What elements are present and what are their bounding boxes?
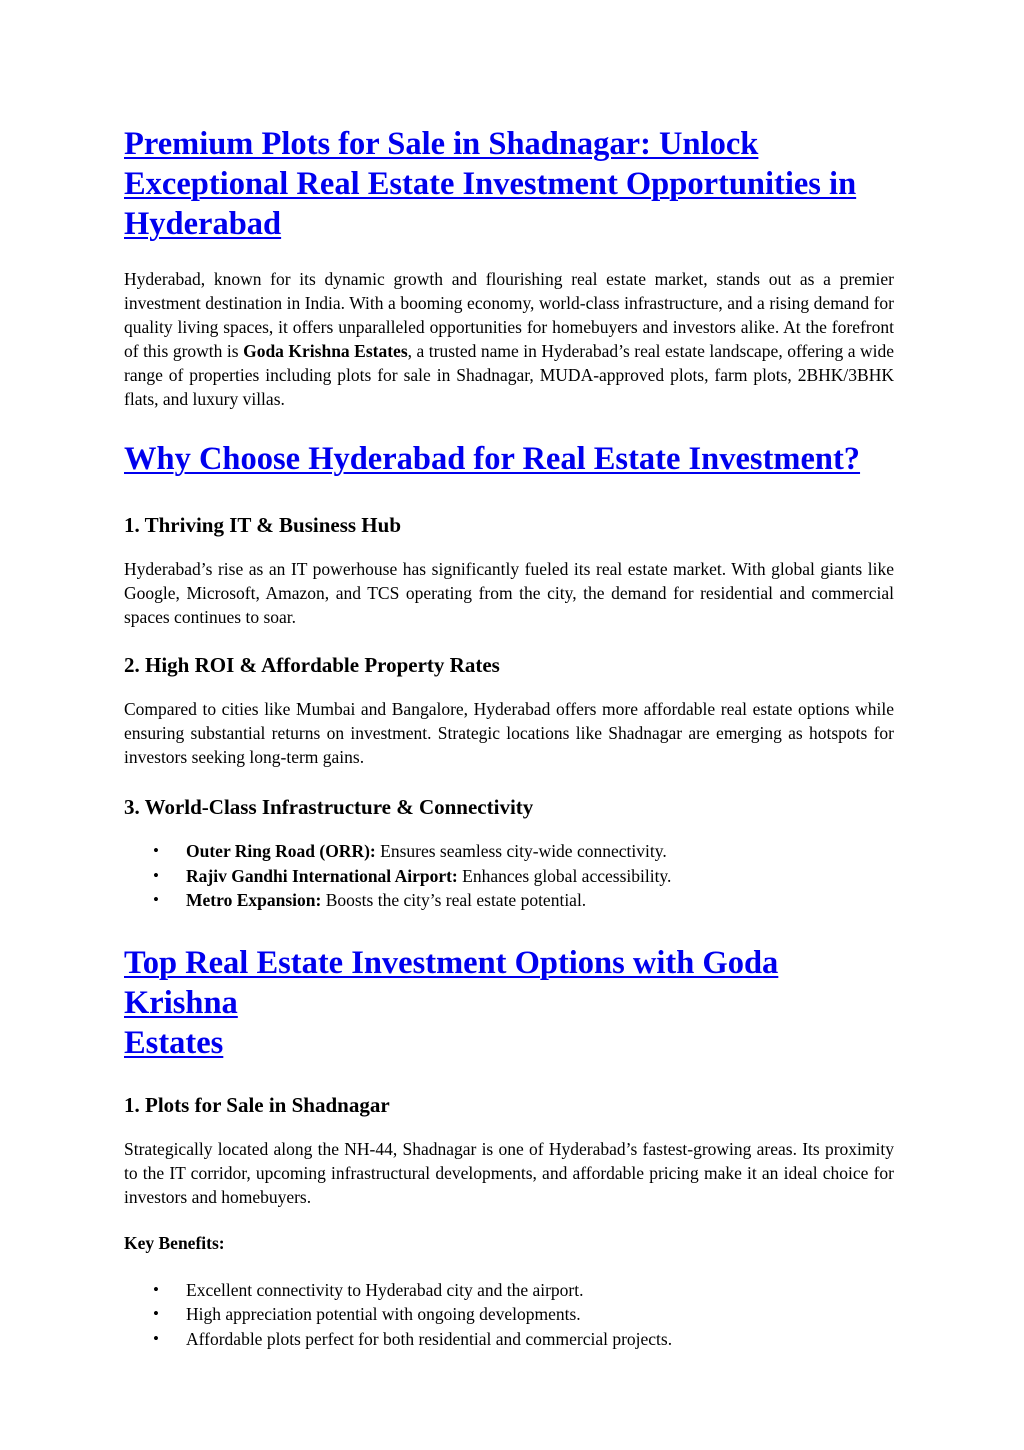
subheading-it-hub: 1. Thriving IT & Business Hub: [124, 513, 401, 537]
list-item-text: Boosts the city’s real estate potential.: [321, 890, 587, 910]
bullet-icon: •: [153, 1279, 159, 1299]
list-item-text: High appreciation potential with ongoing developments.: [186, 1304, 581, 1324]
intro-paragraph: [124, 267, 894, 411]
document-page: [124, 124, 894, 1351]
bullet-icon: •: [153, 841, 159, 860]
paragraph-it-hub: Hyderabad’s rise as an IT powerhouse has significantly fueled its real estate market. With global giants like Google, Microsoft, Amazon, and TCS operating from the city, the demand for residential and commercial spaces continues to soar.: [124, 559, 894, 627]
title-line-3: Hyderabad: [124, 206, 282, 242]
list-item-text: Affordable plots perfect for both residential and commercial projects.: [186, 1328, 673, 1349]
list-item-text: Ensures seamless city-wide connectivity.: [375, 841, 667, 861]
intro-text-before: Hyderabad, known for its dynamic growth and flourishing real estate market, stands out as a premier investment destination in India. With a booming economy, world-class infrastructure, and a rising demand for quality living spaces, it offers unparalleled opportunities for homebuyers and investors alike. At the forefront of this growth is: [124, 269, 894, 361]
list-item: [124, 1278, 894, 1303]
section-heading-investment-options[interactable]: [124, 943, 884, 1063]
list-item-text: Enhances global accessibility.: [457, 865, 672, 886]
list-item: [124, 839, 894, 864]
key-benefits-list: [124, 1278, 894, 1352]
list-item: [124, 1327, 894, 1352]
subheading-roi: 2. High ROI & Affordable Property Rates: [124, 653, 500, 677]
section-heading-why-hyderabad[interactable]: Why Choose Hyderabad for Real Estate Investment?: [124, 441, 861, 477]
bullet-icon: •: [153, 890, 159, 909]
paragraph-plots-shadnagar: Strategically located along the NH-44, Shadnagar is one of Hyderabad’s fastest-growing areas. Its proximity to the IT corridor, upcoming infrastructural developments, and affordable pricing make it an ideal choice for investors and homebuyers.: [124, 1138, 894, 1207]
intro-text-after: , a trusted name in Hyderabad’s real estate landscape, offering a wide range of properties including plots for sale in Shadnagar, MUDA-approved plots, farm plots, 2BHK/3BHK flats, and luxury villas.: [124, 341, 894, 409]
list-item-text: Excellent connectivity to Hyderabad city and the airport.: [186, 1279, 584, 1300]
bullet-icon: •: [153, 865, 159, 885]
bullet-icon: •: [153, 1328, 159, 1348]
title-line-1: Premium Plots for Sale in Shadnagar: Unlock: [124, 126, 759, 162]
subheading-plots-shadnagar: 1. Plots for Sale in Shadnagar: [124, 1092, 390, 1117]
list-item: [124, 1302, 894, 1327]
key-benefits-label: Key Benefits:: [124, 1232, 225, 1253]
paragraph-roi: Compared to cities like Mumbai and Bangalore, Hyderabad offers more affordable real estate options while ensuring substantial returns on investment. Strategic locations like Shadnagar are emerging as hotspots for investors seeking long-term gains.: [124, 699, 894, 767]
page-title-link[interactable]: [124, 124, 894, 244]
list-item: [124, 864, 894, 889]
list-item-label: Rajiv Gandhi International Airport:: [186, 865, 458, 886]
list-item-label: Outer Ring Road (ORR):: [186, 841, 376, 861]
infrastructure-list: [124, 839, 894, 913]
list-item-label: Metro Expansion:: [186, 890, 322, 910]
section-heading-line-2: Estates: [124, 1024, 224, 1061]
bullet-icon: •: [153, 1304, 159, 1323]
subheading-infrastructure: 3. World-Class Infrastructure & Connectivity: [124, 795, 534, 819]
section-heading-line-1: Top Real Estate Investment Options with Goda Krishna: [124, 944, 779, 1021]
brand-name: Goda Krishna Estates: [243, 341, 408, 361]
title-line-2: Exceptional Real Estate Investment Opportunities in: [124, 166, 857, 202]
list-item: [124, 888, 894, 913]
